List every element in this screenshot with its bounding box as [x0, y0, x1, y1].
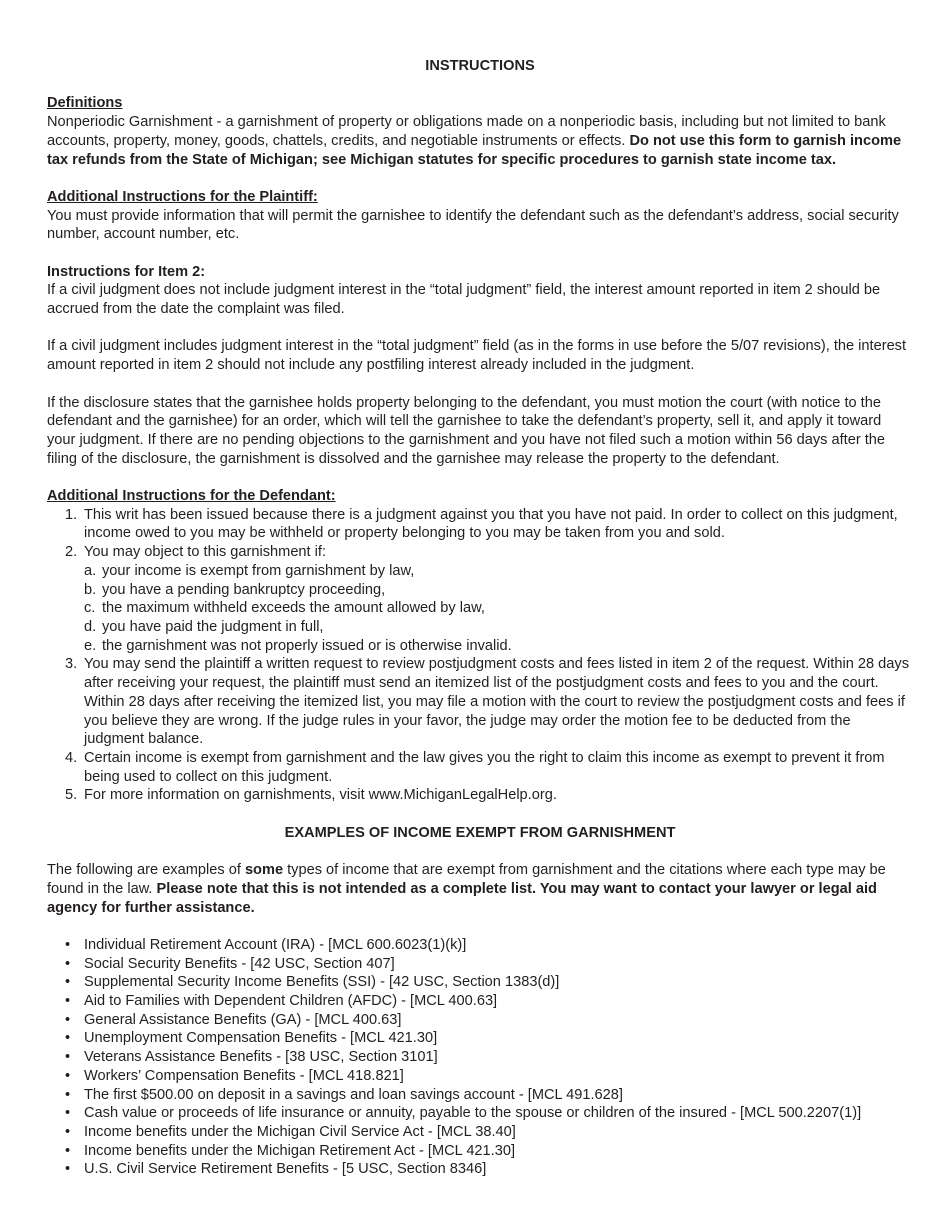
list-item [47, 936, 913, 955]
list-item [47, 1048, 913, 1067]
defendant-heading: Additional Instructions for the Defendant: [47, 488, 336, 505]
list-item-text: Workers’ Compensation Benefits - [MCL 418.821] [84, 1067, 404, 1084]
definitions-paragraph [47, 113, 913, 169]
bullet-icon: • [65, 993, 71, 1010]
sub-list-item-text: your income is exempt from garnishment by law, [102, 562, 415, 579]
sub-list-item-text: you have a pending bankruptcy proceeding, [102, 581, 386, 598]
list-item [47, 992, 913, 1011]
sub-list-item [84, 581, 913, 600]
bullet-icon: • [65, 974, 71, 991]
bullet-icon: • [65, 1161, 71, 1178]
sub-list-item-letter: a. [84, 562, 97, 579]
item2-paragraph-2: If a civil judgment includes judgment interest in the “total judgment” field (as in the forms in use before the 5/07 revisions), the interest amount reported in item 2 should not include any postfiling interest already included in the judgment. [47, 338, 907, 374]
sub-list-item-text: the maximum withheld exceeds the amount allowed by law, [102, 600, 485, 617]
list-item-text: Supplemental Security Income Benefits (SSI) - [42 USC, Section 1383(d)] [84, 974, 560, 991]
list-item-text: You may send the plaintiff a written request to review postjudgment costs and fees listed in item 2 of the request. Within 28 days after receiving your request, the plaintiff must send an itemized list of the postjudgment costs and fees to you and the court. Within 28 days after receiving the itemized list, you may file a motion with the court to review the postjudgment costs and fees if you believe they are wrong. If the judge rules in your favor, the judge may order the motion fee to be deducted from the judgment balance. [84, 656, 910, 748]
examples-intro-emphasis: some [244, 862, 284, 879]
list-item [47, 749, 913, 786]
sub-list-item [84, 562, 913, 581]
list-item-text: Social Security Benefits - [42 USC, Section 407] [84, 955, 395, 972]
document-content [47, 57, 913, 1179]
list-item-text: Aid to Families with Dependent Children (AFDC) - [MCL 400.63] [84, 993, 498, 1010]
list-item [47, 1123, 913, 1142]
list-item-number: 4. [65, 749, 78, 766]
sub-list-item [84, 637, 913, 656]
list-item-number: 3. [65, 656, 78, 673]
plaintiff-heading: Additional Instructions for the Plaintiff: [47, 188, 318, 205]
examples-heading: EXAMPLES OF INCOME EXEMPT FROM GARNISHMENT [284, 824, 676, 841]
list-item-text: Unemployment Compensation Benefits - [MCL 421.30] [84, 1030, 438, 1047]
list-item [47, 973, 913, 992]
list-item-number: 1. [65, 506, 78, 523]
bullet-icon: • [65, 936, 71, 953]
exempt-income-list [47, 936, 913, 1179]
list-item-text: Income benefits under the Michigan Retirement Act - [MCL 421.30] [84, 1142, 516, 1159]
list-item-text: For more information on garnishments, visit www.MichiganLegalHelp.org. [84, 787, 557, 804]
item2-paragraph-3: If the disclosure states that the garnishee holds property belonging to the defendant, you must motion the court (with notice to the defendant and the garnishee) for an order, which will tell the garnishee to take the defendant’s property, sell it, and apply it toward your judgment. If there are no pending objections to the garnishment and you have not filed such a motion within 56 days after the filing of the disclosure, the garnishment is dissolved and the garnishee may release the property to the defendant. [47, 394, 886, 467]
bullet-icon: • [65, 1067, 71, 1084]
bullet-icon: • [65, 1086, 71, 1103]
list-item [47, 1067, 913, 1086]
bullet-icon: • [65, 1142, 71, 1159]
bullet-icon: • [65, 1123, 71, 1140]
defendant-instructions-list [47, 506, 913, 805]
list-item-text: U.S. Civil Service Retirement Benefits - [5 USC, Section 8346] [84, 1161, 487, 1178]
sub-list-item-letter: b. [84, 581, 97, 598]
list-item [47, 786, 913, 805]
sub-list-item [84, 599, 913, 618]
sub-list-item-letter: d. [84, 619, 97, 635]
sub-list-item-letter: e. [84, 637, 97, 654]
item2-heading: Instructions for Item 2: [47, 263, 206, 280]
list-item-text: General Assistance Benefits (GA) - [MCL 400.63] [84, 1011, 402, 1028]
list-item [47, 1160, 913, 1179]
bullet-icon: • [65, 1011, 71, 1028]
sub-list-item-letter: c. [84, 600, 96, 617]
list-item-number: 2. [65, 544, 78, 561]
list-item [47, 955, 913, 974]
examples-intro-note: Please note that this is not intended as a complete list. You may want to contact your lawyer or legal aid agency for further assistance. [47, 880, 877, 916]
examples-intro [47, 861, 913, 917]
sub-list-item [84, 618, 913, 637]
objection-reasons-list [84, 562, 913, 656]
bullet-icon: • [65, 1049, 71, 1066]
page-title: INSTRUCTIONS [425, 58, 535, 74]
list-item [47, 1104, 913, 1123]
definitions-bold-text: Do not use this form to garnish income tax refunds from the State of Michigan; see Michigan statutes for specific procedures to garnish state income tax. [47, 132, 902, 168]
item2-paragraph-1: If a civil judgment does not include judgment interest in the “total judgment” field, the interest amount reported in item 2 should be accrued from the date the complaint was filed. [47, 282, 881, 318]
list-item [47, 1029, 913, 1048]
list-item [47, 1142, 913, 1161]
definitions-text: Nonperiodic Garnishment - a garnishment of property or obligations made on a nonperiodic basis, including but not limited to bank accounts, property, money, goods, chattels, credits, and negotiable instruments or effects. [47, 114, 886, 149]
list-item-text: Veterans Assistance Benefits - [38 USC, Section 3101] [84, 1049, 438, 1066]
list-item [47, 1086, 913, 1105]
list-item-text: This writ has been issued because there is a judgment against you that you have not paid. In order to collect on this judgment, income owed to you may be withheld or property belonging to you may be taken from you and sold. [84, 506, 898, 542]
list-item-number: 5. [65, 787, 78, 804]
list-item-text: Individual Retirement Account (IRA) - [MCL 600.6023(1)(k)] [84, 936, 467, 953]
definitions-heading: Definitions [47, 95, 123, 112]
bullet-icon: • [65, 1105, 71, 1122]
list-item [47, 543, 913, 655]
sub-list-item-text: you have paid the judgment in full, [102, 619, 324, 635]
list-item-text: Cash value or proceeds of life insurance or annuity, payable to the spouse or children of the insured - [MCL 500.2207(1)] [84, 1105, 862, 1122]
list-item [47, 1011, 913, 1030]
list-item-text: The first $500.00 on deposit in a savings and loan savings account - [MCL 491.628] [84, 1086, 623, 1103]
list-item-text: Income benefits under the Michigan Civil Service Act - [MCL 38.40] [84, 1123, 516, 1140]
examples-intro-part1: The following are examples of [47, 862, 241, 879]
list-item [47, 506, 913, 543]
bullet-icon: • [65, 955, 71, 972]
list-item [47, 655, 913, 749]
plaintiff-text: You must provide information that will permit the garnishee to identify the defendant such as the defendant’s address, social security number, account number, etc. [47, 207, 899, 243]
bullet-icon: • [65, 1030, 71, 1047]
examples-intro-part2: types of income that are exempt from garnishment and the citations where each type may be found in the law. [47, 862, 886, 897]
list-item-text: You may object to this garnishment if: [84, 544, 327, 561]
list-item-text: Certain income is exempt from garnishment and the law gives you the right to claim this income as exempt to prevent it from being used to collect on this judgment. [84, 749, 885, 785]
sub-list-item-text: the garnishment was not properly issued or is otherwise invalid. [102, 637, 512, 654]
